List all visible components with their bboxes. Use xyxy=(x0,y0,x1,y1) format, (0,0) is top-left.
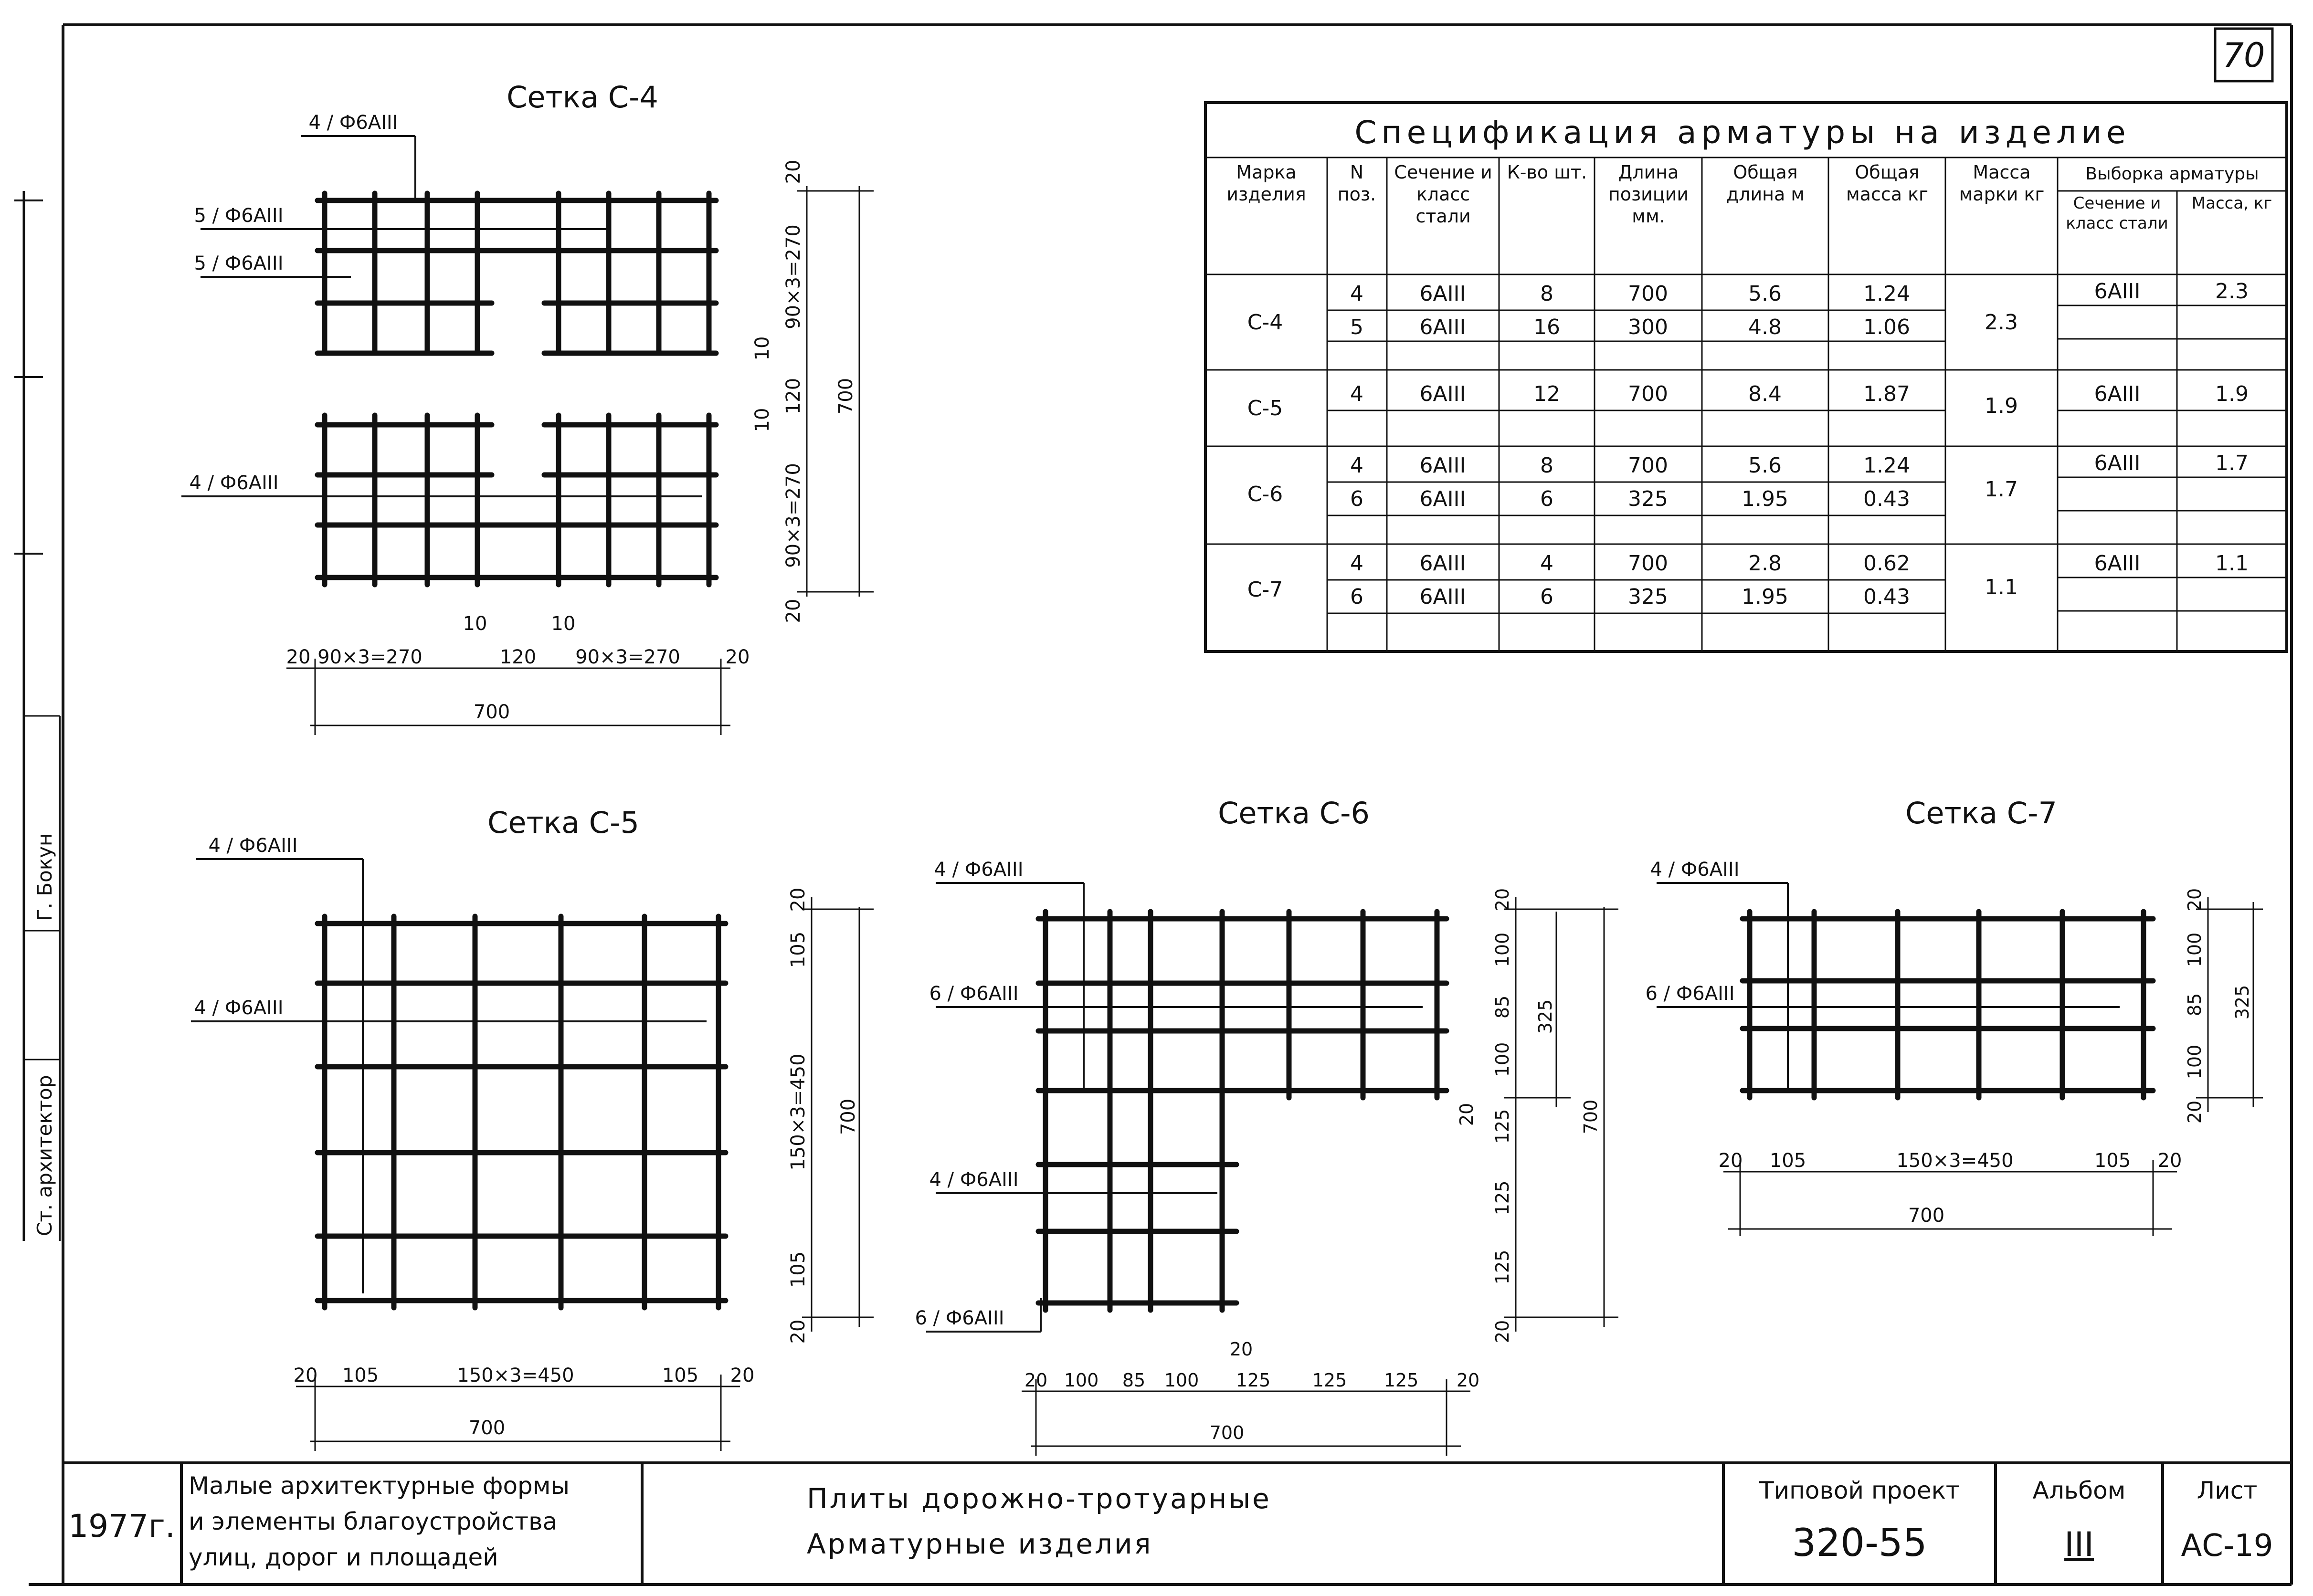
person-name: Г. Бокун xyxy=(33,833,56,921)
svg-text:70: 70 xyxy=(2222,36,2265,75)
role-senior-architect: Ст. архитектор xyxy=(33,1075,56,1236)
svg-text:20: 20 xyxy=(787,887,809,912)
svg-text:6 / Ф6АIII: 6 / Ф6АIII xyxy=(915,1307,1004,1329)
svg-text:1.24: 1.24 xyxy=(1863,453,1910,478)
row-mark: С-5 xyxy=(1247,396,1283,420)
svg-text:4: 4 xyxy=(1350,551,1363,576)
svg-text:85: 85 xyxy=(1492,995,1513,1019)
svg-text:20: 20 xyxy=(787,1319,809,1344)
svg-text:6: 6 xyxy=(1540,487,1553,511)
svg-text:150×3=450: 150×3=450 xyxy=(1896,1150,2014,1172)
mesh-c4-bars xyxy=(317,193,716,585)
svg-text:6АIII: 6АIII xyxy=(2094,279,2141,304)
svg-text:120: 120 xyxy=(782,378,804,415)
svg-text:150×3=450: 150×3=450 xyxy=(457,1365,574,1386)
svg-text:5.6: 5.6 xyxy=(1748,282,1782,306)
svg-text:20: 20 xyxy=(782,159,804,184)
svg-text:4: 4 xyxy=(1350,282,1363,306)
svg-text:10: 10 xyxy=(751,408,773,432)
mesh-c5-title: Сетка С-5 xyxy=(487,805,639,840)
hdr-pos-length: Длина позиции мм. xyxy=(1608,162,1689,227)
mesh-c7 xyxy=(1646,796,2263,1236)
mesh-c4-title: Сетка С-4 xyxy=(507,80,658,115)
svg-text:105: 105 xyxy=(787,1251,809,1288)
svg-text:1.7: 1.7 xyxy=(1985,477,2018,502)
svg-text:700: 700 xyxy=(1580,1099,1601,1134)
left-approval-strip xyxy=(14,191,60,1241)
row-mark: С-7 xyxy=(1247,578,1283,602)
project-number: 320-55 xyxy=(1792,1521,1927,1565)
svg-text:325: 325 xyxy=(1628,487,1668,511)
svg-text:105: 105 xyxy=(662,1365,699,1386)
svg-text:4 / Ф6АIII: 4 / Ф6АIII xyxy=(208,835,298,857)
row-mark: С-4 xyxy=(1247,310,1283,335)
svg-text:6АIII: 6АIII xyxy=(2094,382,2141,406)
svg-text:100: 100 xyxy=(2184,932,2205,967)
mesh-c5 xyxy=(191,805,874,1451)
drawing-title-2: Арматурные изделия xyxy=(807,1528,1153,1560)
callout-c4-4: 4 / Ф6АIII xyxy=(189,472,279,494)
svg-text:10: 10 xyxy=(463,613,487,635)
hdr-total-length: Общая длина м xyxy=(1726,162,1805,205)
svg-text:4.8: 4.8 xyxy=(1748,315,1782,339)
svg-text:6АIII: 6АIII xyxy=(2094,551,2141,576)
svg-text:100: 100 xyxy=(1492,932,1513,967)
album-label: Альбом xyxy=(2032,1477,2126,1504)
overall-c4: 700 xyxy=(473,701,510,723)
svg-text:16: 16 xyxy=(1533,315,1560,339)
svg-text:105: 105 xyxy=(787,931,809,968)
mesh-c7-title: Сетка С-7 xyxy=(1905,796,2057,830)
svg-text:325: 325 xyxy=(2232,985,2253,1020)
svg-text:700: 700 xyxy=(835,378,857,415)
svg-text:700: 700 xyxy=(1209,1422,1245,1443)
drawing-title-1: Плиты дорожно-тротуарные xyxy=(807,1482,1271,1515)
hdr-qty: К-во шт. xyxy=(1507,162,1587,183)
svg-text:0.62: 0.62 xyxy=(1863,551,1910,576)
row-mark: С-6 xyxy=(1247,482,1283,506)
series-line-1: Малые архитектурные формы xyxy=(189,1472,570,1500)
svg-text:90×3=270: 90×3=270 xyxy=(782,224,804,329)
mesh-c6 xyxy=(915,796,1619,1456)
svg-text:12: 12 xyxy=(1533,382,1560,406)
svg-text:1.95: 1.95 xyxy=(1742,487,1788,511)
svg-text:4: 4 xyxy=(1540,551,1553,576)
svg-text:6АIII: 6АIII xyxy=(1419,382,1466,406)
callout-c4-1: 4 / Ф6АIII xyxy=(308,112,398,134)
mesh-c6-title: Сетка С-6 xyxy=(1218,796,1370,830)
svg-text:10: 10 xyxy=(751,336,773,361)
svg-text:20: 20 xyxy=(2184,888,2205,912)
svg-text:5.6: 5.6 xyxy=(1748,453,1782,478)
svg-text:4 / Ф6АIII: 4 / Ф6АIII xyxy=(929,1169,1019,1191)
svg-text:90×3=270: 90×3=270 xyxy=(575,646,680,668)
svg-text:105: 105 xyxy=(2094,1150,2131,1172)
svg-text:325: 325 xyxy=(1535,999,1556,1034)
svg-text:6АIII: 6АIII xyxy=(2094,451,2141,475)
svg-text:2.3: 2.3 xyxy=(1985,310,2018,335)
svg-text:1.24: 1.24 xyxy=(1863,282,1910,306)
svg-text:20: 20 xyxy=(1492,888,1513,912)
svg-text:125: 125 xyxy=(1384,1370,1419,1391)
svg-text:2.3: 2.3 xyxy=(2215,279,2249,304)
title-block xyxy=(63,1463,2292,1585)
svg-text:4 / Ф6АIII: 4 / Ф6АIII xyxy=(1650,859,1740,881)
hdr-mark: Марка изделия xyxy=(1226,162,1306,205)
svg-text:20: 20 xyxy=(1229,1339,1253,1360)
svg-text:700: 700 xyxy=(1628,551,1668,576)
svg-text:125: 125 xyxy=(1492,1109,1513,1144)
series-line-2: и элементы благоустройства xyxy=(189,1508,558,1535)
svg-text:8: 8 xyxy=(1540,453,1553,478)
svg-text:1.1: 1.1 xyxy=(1985,575,2018,599)
album-number: III xyxy=(2064,1525,2094,1564)
hdr-sel-mass: Масса, кг xyxy=(2191,194,2272,213)
svg-text:120: 120 xyxy=(499,646,537,668)
hdr-pos: N поз. xyxy=(1337,162,1376,205)
svg-text:0.43: 0.43 xyxy=(1863,487,1910,511)
callout-c4-2: 5 / Ф6АIII xyxy=(194,205,284,227)
hdr-mark-mass: Масса марки кг xyxy=(1959,162,2045,205)
spec-table xyxy=(1205,103,2287,651)
svg-text:1.9: 1.9 xyxy=(2215,382,2249,406)
svg-text:20: 20 xyxy=(782,598,804,623)
svg-text:20: 20 xyxy=(2157,1150,2182,1172)
svg-text:90×3=270: 90×3=270 xyxy=(782,463,804,568)
mesh-c4 xyxy=(181,80,874,735)
svg-text:20: 20 xyxy=(1456,1370,1480,1391)
svg-text:1.9: 1.9 xyxy=(1985,394,2018,418)
hdr-sel-section: Сечение и класс стали xyxy=(2066,194,2168,233)
svg-text:4 / Ф6АIII: 4 / Ф6АIII xyxy=(194,997,284,1019)
svg-text:125: 125 xyxy=(1236,1370,1271,1391)
svg-text:700: 700 xyxy=(1628,282,1668,306)
sheet-number: АС-19 xyxy=(2181,1528,2273,1564)
svg-text:6АIII: 6АIII xyxy=(1419,453,1466,478)
hdr-selection: Выборка арматуры xyxy=(2085,164,2259,184)
svg-text:300: 300 xyxy=(1628,315,1668,339)
page-mark xyxy=(2215,29,2272,81)
svg-text:6: 6 xyxy=(1350,487,1363,511)
svg-text:6АIII: 6АIII xyxy=(1419,315,1466,339)
svg-text:90×3=270: 90×3=270 xyxy=(317,646,422,668)
project-label: Типовой проект xyxy=(1759,1477,1960,1504)
svg-text:6АIII: 6АIII xyxy=(1419,551,1466,576)
svg-text:1.06: 1.06 xyxy=(1863,315,1910,339)
callout-c4-3: 5 / Ф6АIII xyxy=(194,252,284,274)
svg-text:20: 20 xyxy=(1718,1150,1743,1172)
svg-text:8: 8 xyxy=(1540,282,1553,306)
svg-text:10: 10 xyxy=(551,613,576,635)
year: 1977г. xyxy=(68,1508,175,1544)
svg-text:6АIII: 6АIII xyxy=(1419,585,1466,609)
svg-text:20: 20 xyxy=(286,646,311,668)
svg-text:1.1: 1.1 xyxy=(2215,551,2249,576)
svg-text:8.4: 8.4 xyxy=(1748,382,1782,406)
svg-text:6: 6 xyxy=(1540,585,1553,609)
sheet-label: Лист xyxy=(2197,1477,2258,1504)
svg-text:150×3=450: 150×3=450 xyxy=(787,1053,809,1171)
svg-text:85: 85 xyxy=(2184,993,2205,1017)
svg-text:105: 105 xyxy=(1769,1150,1806,1172)
svg-text:125: 125 xyxy=(1492,1180,1513,1216)
svg-text:6: 6 xyxy=(1350,585,1363,609)
svg-text:1.95: 1.95 xyxy=(1742,585,1788,609)
svg-text:125: 125 xyxy=(1312,1370,1347,1391)
svg-text:0.43: 0.43 xyxy=(1863,585,1910,609)
series-line-3: улиц, дорог и площадей xyxy=(189,1544,498,1571)
svg-text:20: 20 xyxy=(1456,1102,1477,1126)
svg-text:100: 100 xyxy=(1064,1370,1099,1391)
svg-text:700: 700 xyxy=(1628,382,1668,406)
svg-text:700: 700 xyxy=(1908,1205,1945,1227)
svg-text:105: 105 xyxy=(342,1365,379,1386)
svg-text:20: 20 xyxy=(1024,1370,1048,1391)
hdr-section: Сечение и класс стали xyxy=(1394,162,1492,227)
svg-text:20: 20 xyxy=(730,1365,755,1386)
svg-text:1.7: 1.7 xyxy=(2215,451,2249,475)
svg-text:1.87: 1.87 xyxy=(1863,382,1910,406)
svg-text:6АIII: 6АIII xyxy=(1419,487,1466,511)
svg-text:700: 700 xyxy=(1628,453,1668,478)
svg-text:2.8: 2.8 xyxy=(1748,551,1782,576)
svg-text:4: 4 xyxy=(1350,453,1363,478)
spec-rows xyxy=(1247,279,2249,609)
svg-text:100: 100 xyxy=(2184,1044,2205,1080)
svg-text:20: 20 xyxy=(1492,1320,1513,1344)
svg-text:125: 125 xyxy=(1492,1250,1513,1285)
svg-text:20: 20 xyxy=(725,646,750,668)
svg-text:6 / Ф6АIII: 6 / Ф6АIII xyxy=(929,983,1019,1005)
svg-text:700: 700 xyxy=(837,1098,859,1135)
svg-text:100: 100 xyxy=(1164,1370,1199,1391)
svg-text:325: 325 xyxy=(1628,585,1668,609)
svg-text:700: 700 xyxy=(468,1417,506,1439)
spec-title: Спецификация арматуры на изделие xyxy=(1354,114,2131,151)
hdr-total-mass: Общая масса кг xyxy=(1846,162,1929,205)
svg-text:4 / Ф6АIII: 4 / Ф6АIII xyxy=(934,859,1024,881)
svg-text:6 / Ф6АIII: 6 / Ф6АIII xyxy=(1645,983,1735,1005)
svg-text:20: 20 xyxy=(293,1365,318,1386)
svg-text:6АIII: 6АIII xyxy=(1419,282,1466,306)
svg-text:20: 20 xyxy=(2184,1100,2205,1124)
svg-text:4: 4 xyxy=(1350,382,1363,406)
svg-text:85: 85 xyxy=(1122,1370,1146,1391)
svg-text:100: 100 xyxy=(1492,1042,1513,1077)
svg-text:5: 5 xyxy=(1350,315,1363,339)
